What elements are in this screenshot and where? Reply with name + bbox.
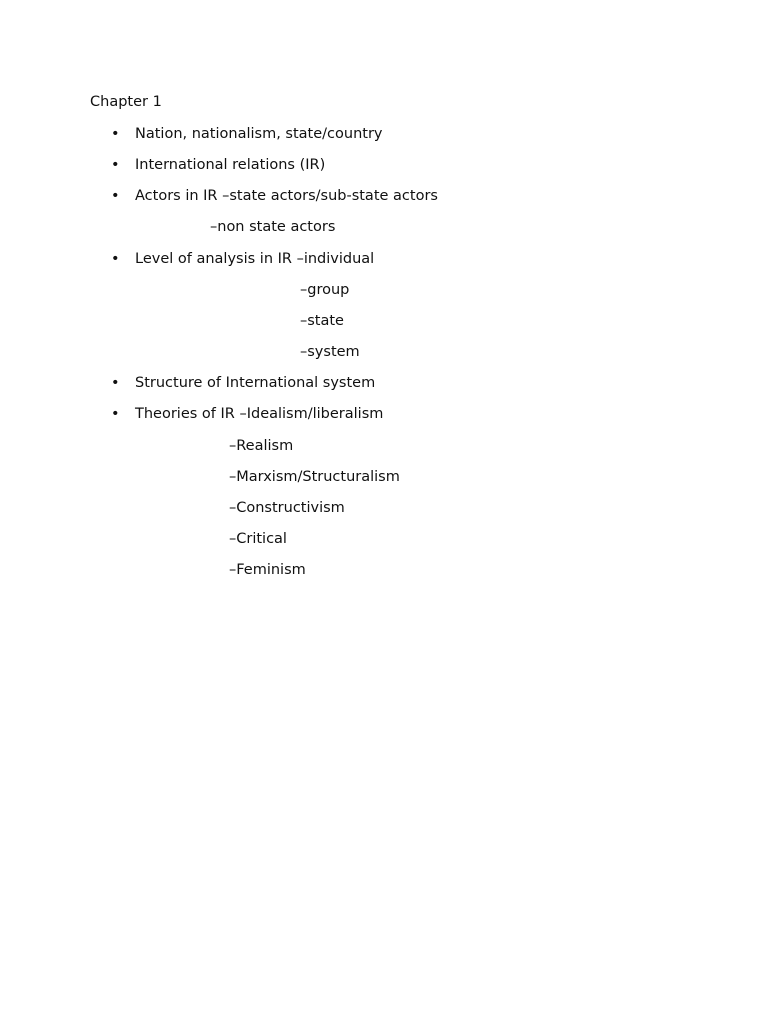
bullet-icon: • [111,406,120,422]
bullet-icon: • [111,251,120,267]
bullet-icon: • [111,126,120,142]
sub-item: –state [300,313,344,329]
sub-item: –Marxism/Structuralism [229,469,400,485]
sub-item: –Constructivism [229,500,345,516]
list-item: Level of analysis in IR –individual [135,251,375,267]
bullet-icon: • [111,375,120,391]
list-item: Nation, nationalism, state/country [135,126,383,142]
chapter-heading: Chapter 1 [90,94,162,110]
list-item: Actors in IR –state actors/sub-state actors [135,188,438,204]
sub-item: –group [300,282,350,298]
list-item: International relations (IR) [135,157,326,173]
bullet-icon: • [111,188,120,204]
sub-item: –non state actors [210,219,336,235]
list-item: Structure of International system [135,375,376,391]
sub-item: –Realism [229,438,294,454]
sub-item: –system [300,344,360,360]
sub-item: –Critical [229,531,287,547]
sub-item: –Feminism [229,562,306,578]
bullet-icon: • [111,157,120,173]
list-item: Theories of IR –Idealism/liberalism [135,406,384,422]
